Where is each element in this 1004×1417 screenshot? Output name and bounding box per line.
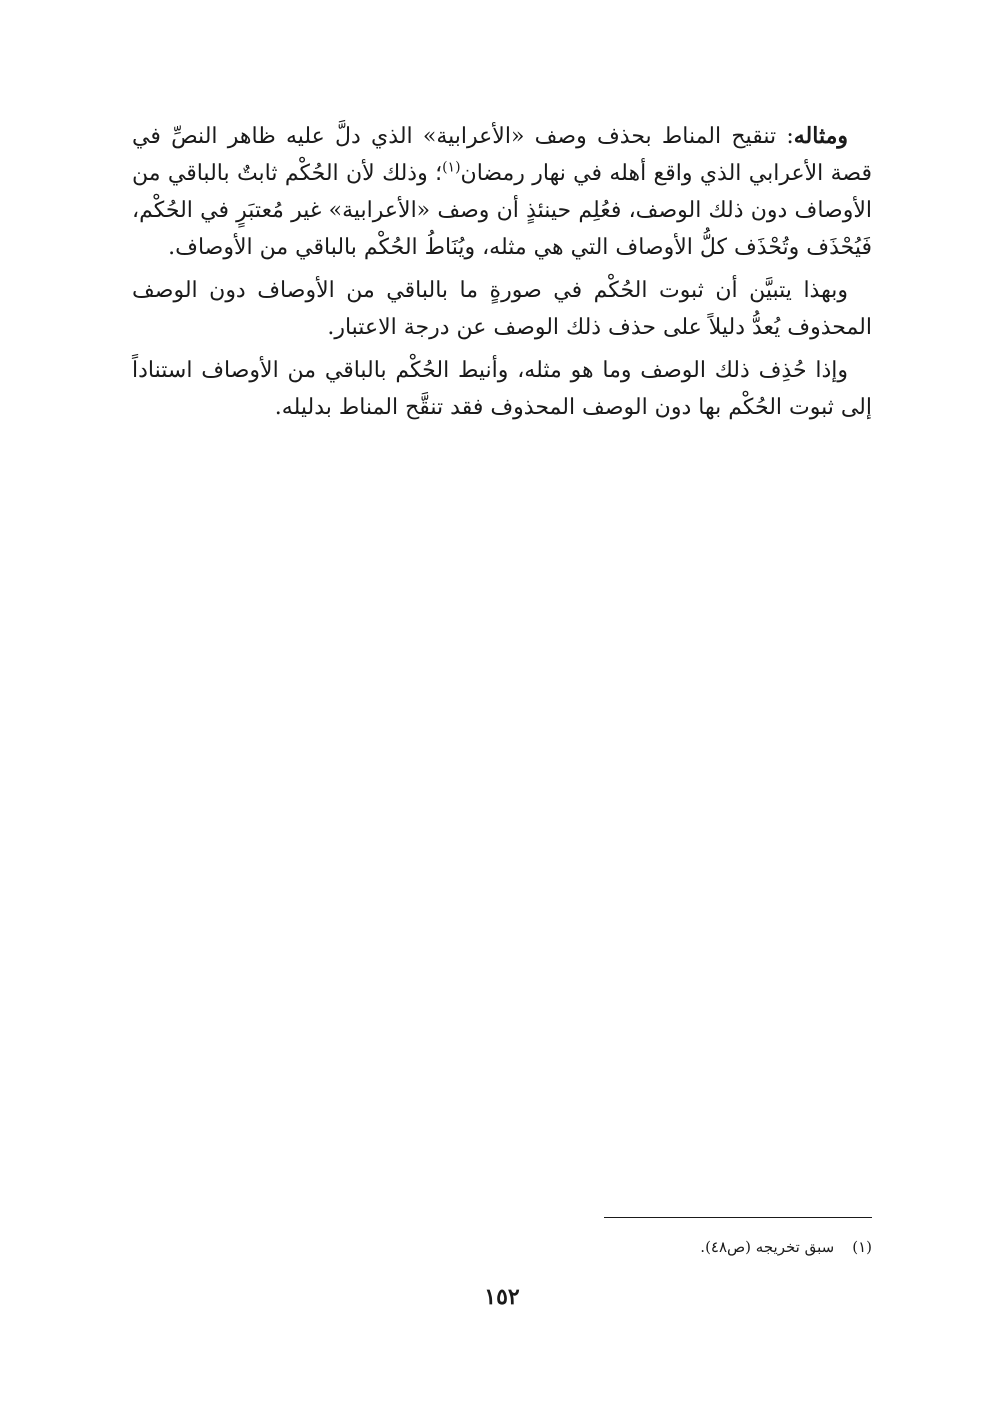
footnote-reference[interactable]: (١): [442, 159, 461, 176]
main-text: [132, 118, 872, 432]
page-number: ١٥٢: [484, 1284, 520, 1310]
paragraph-lead-word: ومثاله: [793, 123, 848, 149]
paragraph-1: [132, 118, 872, 266]
paragraph-2: وبهذا يتبيَّن أن ثبوت الحُكْم في صورةٍ ما بالباقي من الأوصاف دون الوصف المحذوف يُعدُّ دليلاً على حذف ذلك الوصف عن درجة الاعتبار.: [132, 278, 872, 340]
footnotes: [132, 1236, 872, 1258]
footnote-item: [132, 1236, 872, 1258]
footnote-text: سبق تخريجه (ص٤٨).: [700, 1238, 835, 1256]
paragraph-1-text-b: ؛ وذلك لأن الحُكْم ثابتٌ بالباقي من الأوصاف دون ذلك الوصف، فعُلِم حينئذٍ أن وصف «الأعرابية» غير مُعتبَرٍ في الحُكْم، فَيُحْذَف وتُحْذَف كلُّ الأوصاف التي هي مثله، ويُنَاطُ الحُكْم بالباقي من الأوصاف.: [132, 161, 872, 260]
paragraph-3: وإذا حُذِف ذلك الوصف وما هو مثله، وأنيط الحُكْم بالباقي من الأوصاف استناداً إلى ثبوت الحُكْم بها دون الوصف المحذوف فقد تنقَّح المناط بدليله.: [132, 358, 872, 420]
footnote-number: (١): [852, 1238, 872, 1256]
footnote-separator: [604, 1217, 872, 1218]
paragraph-1-text-a: : تنقيح المناط بحذف وصف «الأعرابية» الذي دلَّ عليه ظاهر النصِّ في قصة الأعرابي الذي واقع أهله في نهار رمضان: [132, 124, 873, 186]
